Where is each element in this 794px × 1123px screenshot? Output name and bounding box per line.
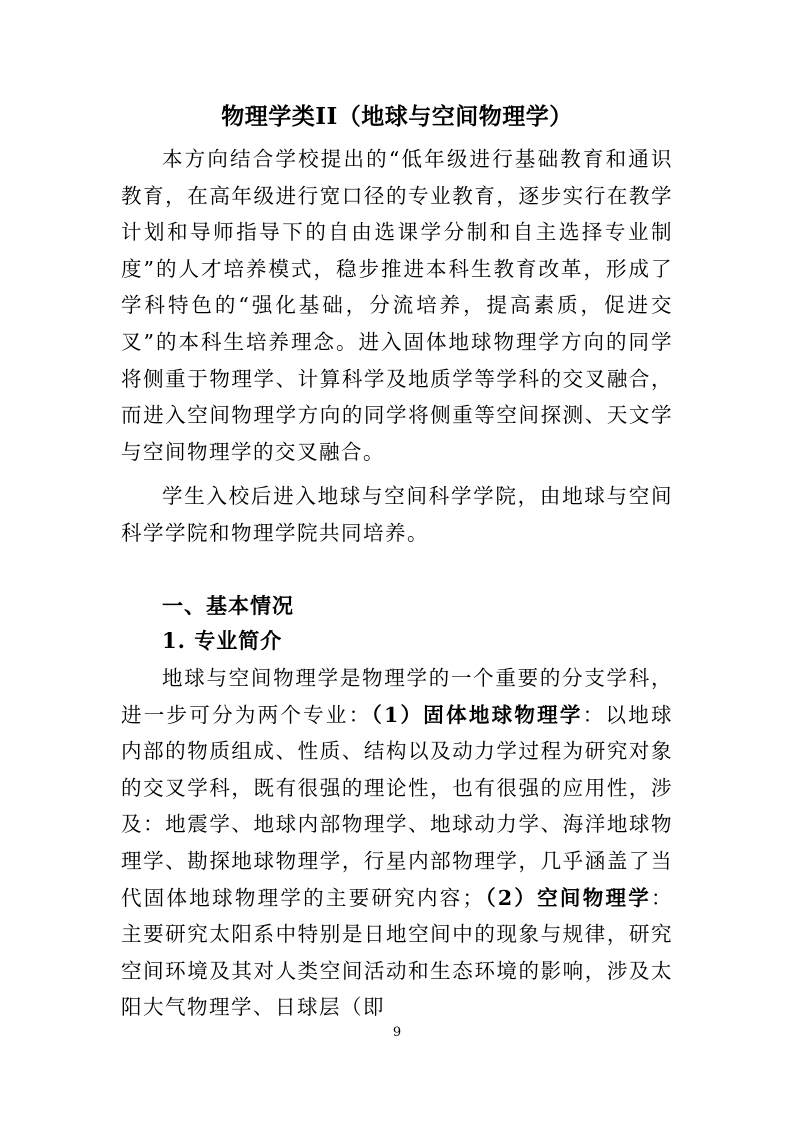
term-solid-earth-physics: （1）固体地球物理学 xyxy=(371,702,583,727)
space-physics-description: ：主要研究太阳系中特别是日地空间中的现象与规律，研究空间环境及其对人类空间活动和生态环境的影响，涉及太阳大气物理学、日球层（即 xyxy=(121,885,674,1020)
major-intro-paragraph xyxy=(121,660,673,1026)
major-intro-lead: 地球与空间物理学是物理学的一个重要的分支学科，进一步可分为两个专业： xyxy=(121,666,673,727)
enrollment-paragraph: 学生入校后进入地球与空间科学学院，由地球与空间科学学院和物理学院共同培养。 xyxy=(121,484,673,545)
intro-paragraph: 本方向结合学校提出的“低年级进行基础教育和通识教育，在高年级进行宽口径的专业教育，逐步实行在教学计划和导师指导下的自由选课学分制和自主选择专业制度”的人才培养模式，稳步推进本科生教育改革，形成了学科特色的“强化基础，分流培养，提高素质，促进交叉”的本科生培养理念。进入固体地球物理学方向的同学将侧重于物理学、计算科学及地质学等学科的交叉融合，而进入空间物理学方向的同学将侧重等空间探测、天文学与空间物理学的交叉融合。 xyxy=(121,147,673,464)
term-space-physics: （2）空间物理学 xyxy=(484,885,652,910)
document-title: 物理学类II（地球与空间物理学） xyxy=(221,103,573,130)
page-number: 9 xyxy=(392,1025,402,1040)
section-heading-basic-info: 一、基本情况 xyxy=(162,593,294,618)
solid-earth-description: ：以地球内部的物质组成、性质、结构以及动力学过程为研究对象的交叉学科，既有很强的理论性，也有很强的应用性，涉及：地震学、地球内部物理学、地球动力学、海洋地球物理学、勘探地球物理学，行星内部物理学，几乎涵盖了当代固体地球物理学的主要研究内容； xyxy=(121,702,674,910)
subsection-heading-major-intro: 1. 专业简介 xyxy=(162,628,283,653)
